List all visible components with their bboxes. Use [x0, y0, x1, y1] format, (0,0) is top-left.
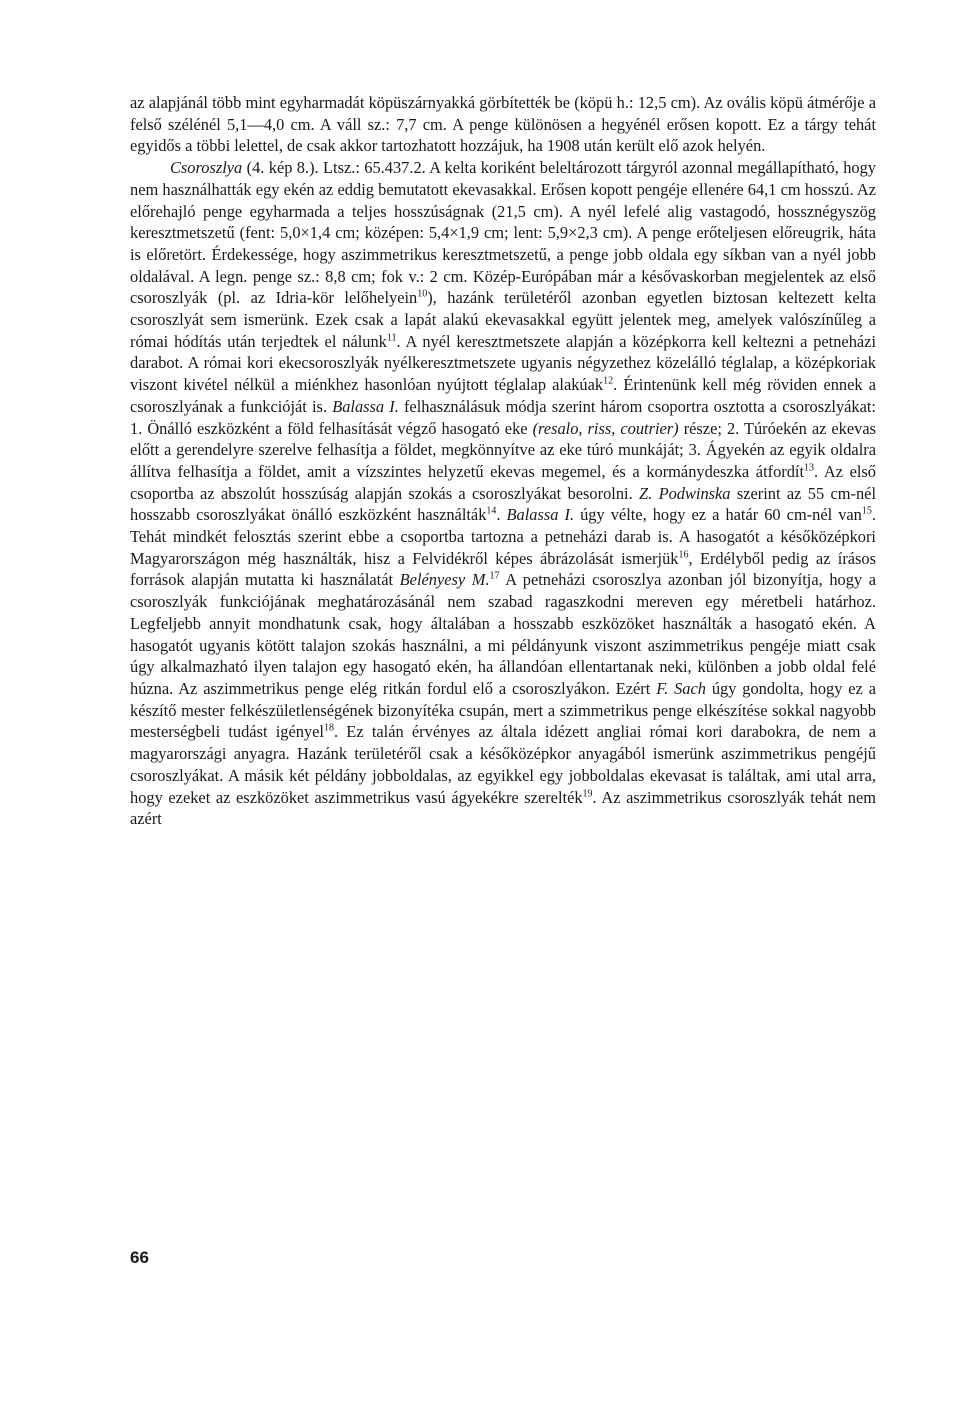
footnote-ref: 18 [323, 722, 334, 734]
text-segment: úgy gondolta, hogy ez a készítő mester felkészületlenségének bizonyítéka csupán, mert a szimmetrikus penge elkészítése sokkal nagyobb mesterségbeli tudást igényel [130, 678, 876, 742]
text-segment: . [496, 505, 507, 525]
footnote-ref: 11 [386, 332, 397, 344]
footnote-ref: 16 [678, 549, 689, 561]
foreign-terms: (resalo, riss, coutrier) [532, 418, 679, 438]
footnote-ref: 14 [486, 505, 497, 517]
text-segment: . Tehát mindkét felosztás szerint ebbe a csoportba tartozna a petneházi darab is. A hasogatót a későközépkori Magyarországon még használták, hisz a Felvidékről képes ábrázolását ismerjük [130, 505, 876, 568]
author-name: Belényesy M. [399, 570, 490, 590]
author-name: Balassa I. [506, 505, 575, 525]
author-name: F. Sach [656, 678, 706, 698]
footnote-ref: 12 [603, 375, 614, 387]
body-text [130, 92, 876, 830]
text-segment: ), hazánk területéről azonban egyetlen biztosan keltezett kelta csoroszlyát sem ismerünk. Ezek csak a lapát alakú ekevasakkal együtt jelentek meg, amelyek valószínűleg a római hódítás után terjedtek el nálunk [130, 288, 876, 351]
footnote-ref: 13 [804, 462, 815, 474]
page-body [130, 92, 876, 830]
text-segment: A petneházi csoroszlya azonban jól bizonyítja, hogy a csoroszlyák funkciójának meghatározásánál nem szabad ragaszkodni mereven egy méretbeli határhoz. Legfeljebb annyit mondhatunk csak, hogy általában a hosszabb eszközöket használták a hasogató ekén. A hasogatót ugyanis kötött talajon szokás használni, a mi példányunk viszont aszimmetrikus pengéje miatt csak úgy alkalmazható ilyen talajon egy hasogató ekén, ha állandóan ellentartanak neki, különben a jobb oldal felé húzna. Az aszimmetrikus penge elég ritkán fordul elő a csoroszlyákon. Ezért [130, 570, 876, 698]
paragraph-2 [130, 157, 876, 830]
text-segment: . Az első csoportba az abszolút hosszúság alapján szokás a csoroszlyákat besorolni. [130, 461, 876, 503]
paragraph-1: az alapjánál több mint egyharmadát köpüszárnyakká görbítették be (köpü h.: 12,5 cm). Az ovális köpü átmérője a felső szélénél 5,1—4,0 cm. A váll sz.: 7,7 cm. A penge különösen a hegyénél erősen kopott. Ez a tárgy tehát egyidős a többi lelettel, de csak akkor tartozhatott hozzájuk, ha 1908 után került elő azok helyén. [130, 93, 876, 156]
text-segment: . A nyél keresztmetszete alapján a középkorra kell keltezni a petneházi darabot. A római kori ekecsoroszlyák nyélkeresztmetszete ugyanis négyzethez közelálló téglalap, a középkoriak viszont kivétel nélkül a miénkhez hasonlóan nyújtott téglalap alakúak [130, 331, 876, 395]
footnote-ref: 10 [417, 288, 428, 300]
author-name: Z. Podwinska [639, 483, 731, 503]
text-segment: . Érintenünk kell még röviden ennek a csoroszlyának a funkcióját is. [130, 375, 876, 416]
text-segment: , Erdélyből pedig az írásos források alapján mutatta ki használatát [130, 548, 877, 590]
footnote-ref: 19 [582, 788, 593, 800]
entry-title: Csoroszlya [170, 158, 243, 178]
text-segment: . Ez talán érvényes az általa idézett angliai római kori darabokra, de nem a magyarországi anyagra. Hazánk területéről csak a későközépkor anyagából ismerünk aszimmetrikus pengéjű csoroszlyákat. A másik két példány jobboldalas, az egyikkel egy jobboldalas ekevasat is találtak, ami utal arra, hogy ezeket az eszközöket aszimmetrikus vasú ágyekékre szerelték [130, 722, 876, 807]
footnote-ref: 15 [861, 505, 872, 517]
page-number: 66 [130, 1248, 149, 1267]
text-segment: része; 2. Túróekén az ekevas előtt a gerendelyre szerelve felhasítja a földet, megkönnyítve az eke túró munkáját; 3. Ágyekén az egyik oldalra állítva felhasítja a földet, amit a vízszintes helyzetű ekevas megemel, és a kormánydeszka átfordít [130, 418, 876, 481]
text-segment: felhasználásuk módja szerint három csoportra osztotta a csoroszlyákat: 1. Önálló eszközként a föld felhasítását végző hasogató eke [130, 396, 876, 438]
author-name: Balassa I. [332, 396, 399, 416]
text-segment: . Az aszimmetrikus csoroszlyák tehát nem azért [130, 787, 876, 829]
text-segment: szerint az 55 cm-nél hosszabb csoroszlyákat önálló eszközként használták [130, 483, 877, 525]
text-segment: (4. kép 8.). Ltsz.: 65.437.2. A kelta koriként beleltározott tárgyról azonnal megállapítható, hogy nem használhatták egy ekén az eddig bemutatott ekevasakkal. Erősen kopott pengéje ellenére 64,1 cm hosszú. Az előrehajló penge egyharmada a teljes hosszúságnak (21,5 cm). A nyél lefelé alig vastagodó, hossznégyszög keresztmetszetű (fent: 5,0×1,4 cm; középen: 5,4×1,9 cm; lent: 5,9×2,3 cm). A penge erőteljesen előreugrik, háta is előretört. Érdekessége, hogy aszimmetrikus keresztmetszetű, a penge jobb oldala egy síkban van a nyél jobb oldalával. A legn. penge sz.: 8,8 cm; fok v.: 2 cm. Közép-Európában már a késővaskorban megjelentek az első csoroszlyák (pl. az Idria-kör lelőhelyein [130, 158, 876, 308]
footnote-ref: 17 [489, 571, 500, 582]
text-segment: úgy vélte, hogy ez a határ 60 cm-nél van [574, 505, 862, 525]
